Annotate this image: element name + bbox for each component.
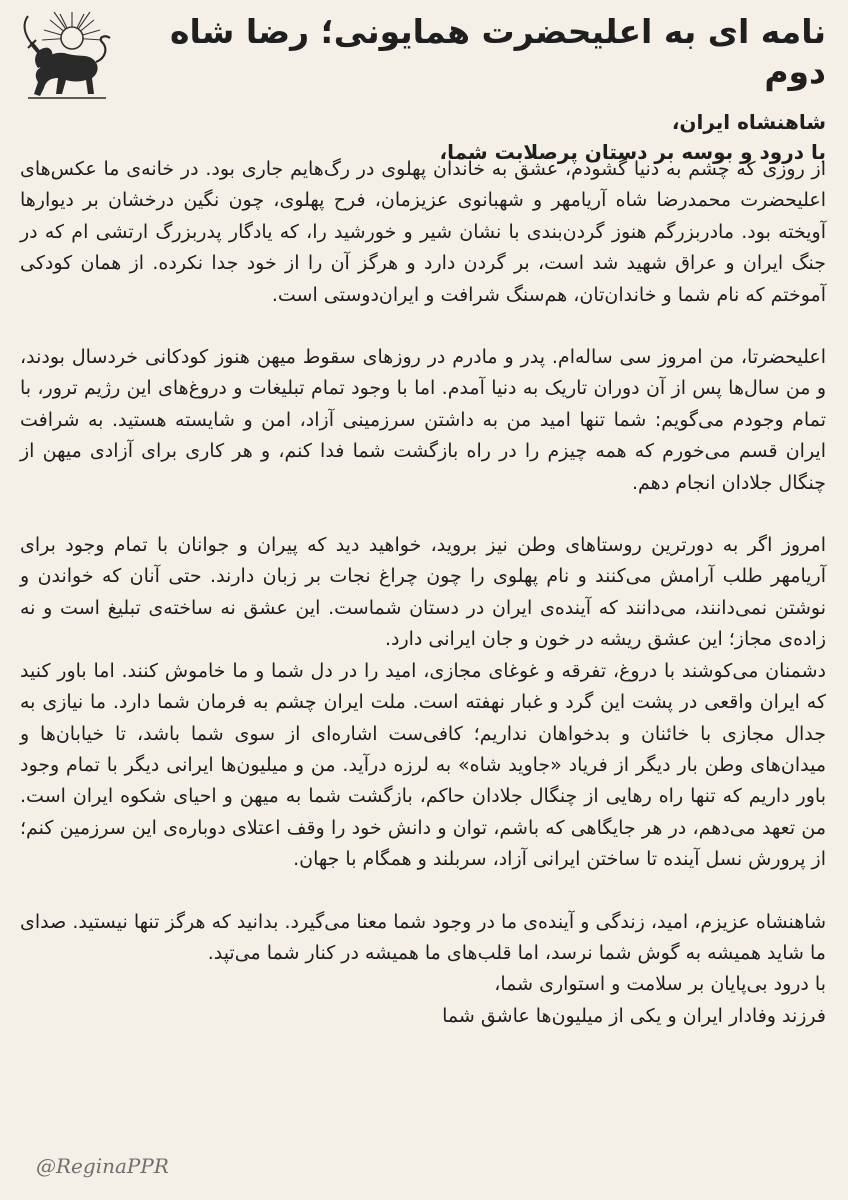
paragraph: شاهنشاه عزیزم، امید، زندگی و آینده‌ی ما در وجود شما معنا می‌گیرد. بدانید که هرگز تنها نیستید. صدای ما شاید همیشه به گوش شما نرسد، اما قلب‌های ما همیشه در کنار شما می‌تپد.	[20, 910, 826, 964]
letter-title: نامه ای به اعلیحضرت همایونی؛ رضا شاه دوم	[170, 12, 826, 91]
paragraph: دشمنان می‌کوشند با دروغ، تفرقه و غوغای مجازی، امید را در دل شما و ما خاموش کنند. اما باور کنید که ایران واقعی در پشت این گرد و غبار نهفته است. ملت ایران چشم به فرمان شما دارد. ما نیازی به جدال مجازی با خائنان و بدخواهان نداریم؛ کافی‌ست اشاره‌ای از سوی شما باشد، تا خیابان‌ها و میدان‌های وطن بار دیگر از فریاد «جاوید شاه» به لرزه درآید. من و میلیون‌ها ایرانی دیگر با تمام وجود باور داریم که تنها راه رهایی از چنگال جلادان حاکم، بازگشت شما به میهن و احیای شکوه ایران است. من تعهد می‌دهم، در هر جایگاهی که باشم، توان و دانش خود را وقف اعتلای دوباره‌ی این سرزمین کنم؛ از پرورش نسل آینده تا ساختن ایرانی آزاد، سربلند و همگام با جهان.	[20, 659, 826, 871]
paragraph: امروز اگر به دورترین روستاهای وطن نیز بروید، خواهید دید که پیران و جوانان با تمام وجود برای آریامهر طلب آرامش می‌کنند و نام پهلوی را چون چراغ نجات بر زبان دارند. حتی آنان که خواندن و نوشتن نمی‌دانند، می‌دانند که آینده‌ی ایران در دستان شماست. این عشق نه ساخته‌ی تبلیغ است و نه زاده‌ی مجاز؛ این عشق ریشه در خون و جان ایرانی دارد.	[20, 534, 826, 651]
closing-line-2: فرزند وفادار ایران و یکی از میلیون‌ها عاشق شما	[442, 1004, 826, 1027]
author-handle: @ReginaPPR	[36, 1154, 169, 1178]
letter-header	[166, 12, 826, 167]
letter-body	[20, 154, 826, 1032]
closing-line-1: با درود بی‌پایان بر سلامت و استواری شما،	[494, 973, 826, 996]
salutation-line-1: شاهنشاه ایران،	[671, 110, 826, 135]
paragraph: از روزی که چشم به دنیا گشودم، عشق به خاندان پهلوی در رگ‌هایم جاری بود. در خانه‌ی ما عکس‌های اعلیحضرت محمدرضا شاه آریامهر و شهبانوی عزیزمان، فرح پهلوی، چون نگین درخشان بر دیوارها آویخته بود. مادربزرگم هنوز گردن‌بندی با نشان شیر و خورشید را، که یادگار پدربزرگ ارتشی ام که در جنگ ایران و عراق شهید شد است، بر گردن دارد و هرگز آن را از خود جدا نکرده. از همان کودکی آموختم که نام شما و خاندان‌تان، هم‌سنگ شرافت و ایران‌دوستی است.	[20, 158, 826, 306]
lion-and-sun-emblem-icon	[10, 8, 120, 106]
salutation-line-2: با درود و بوسه بر دستان پرصلابت شما،	[439, 140, 826, 165]
paragraph: اعلیحضرتا، من امروز سی ساله‌ام. پدر و مادرم در روزهای سقوط میهن هنوز کودکانی خردسال بودند، و من سال‌ها پس از آن دوران تاریک به دنیا آمدم. اما با وجود تمام تبلیغات و دروغ‌های این رژیم ترور، با تمام وجودم می‌گویم: شما تنها امید من به داشتن سرزمینی آزاد، امن و شایسته هستید. به شرافت ایران قسم می‌خورم که همه چیزم را در راه بازگشت شما فدا کنم، و هر کاری برای آزادی میهن از چنگال جلادان انجام دهم.	[20, 346, 826, 494]
